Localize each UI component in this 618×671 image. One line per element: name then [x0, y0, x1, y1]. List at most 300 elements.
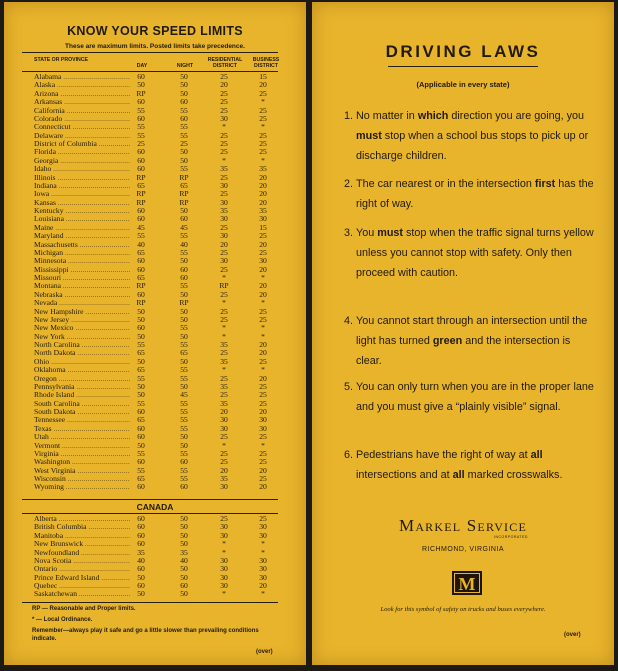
cell-business: 35: [259, 206, 267, 215]
table-row: [34, 324, 282, 332]
cell-night: 55: [180, 231, 188, 241]
cell-residential: 25: [220, 97, 228, 107]
cell-residential: 30: [220, 482, 228, 492]
table-row: [34, 81, 282, 89]
cell-night: 50: [180, 155, 188, 165]
provinces-table: [34, 515, 282, 599]
cell-residential: 35: [220, 474, 228, 483]
cell-residential: *: [222, 122, 226, 132]
table-row: [34, 549, 282, 557]
table-row: [34, 333, 282, 341]
cell-day: 65: [137, 474, 145, 483]
cell-night: 55: [180, 122, 188, 132]
cell-day: 55: [137, 340, 145, 349]
cell-residential: 30: [220, 572, 228, 582]
table-row: [34, 442, 282, 450]
cell-residential: 20: [220, 239, 228, 249]
law-text: You must stop when the traffic signal turns yellow unless you cannot stop with safety. Only then proceed with caution.: [356, 227, 594, 279]
cell-day: 60: [137, 289, 145, 299]
law-text: You cannot start through an intersection until the light has turned green and the intersection is clear.: [356, 315, 588, 367]
table-row: [34, 291, 282, 299]
cell-name: Illinois .....: [34, 174, 130, 183]
cell-day: 45: [137, 222, 145, 232]
cell-night: 50: [180, 432, 188, 442]
cell-residential: 20: [220, 465, 228, 475]
header-night: NIGHT: [176, 63, 194, 69]
cell-name: Utah .....: [34, 433, 130, 442]
cell-name: District of Columbia .....: [34, 140, 130, 149]
cell-day: 55: [137, 105, 145, 115]
cell-business: 30: [259, 415, 267, 425]
cell-residential: 30: [220, 522, 228, 532]
cell-residential: 25: [220, 348, 228, 358]
cell-night: 55: [180, 365, 188, 375]
cell-night: 50: [180, 522, 188, 532]
cell-business: 25: [259, 381, 267, 391]
cell-business: 20: [259, 407, 267, 416]
table-row: [34, 107, 282, 115]
cell-name: Nebraska .....: [34, 291, 130, 300]
cell-day: 65: [137, 180, 145, 190]
cell-night: 40: [180, 239, 188, 249]
cell-business: 35: [259, 164, 267, 174]
law-item: [344, 106, 596, 166]
cell-name: British Columbia .....: [34, 523, 130, 532]
cell-night: 40: [180, 555, 188, 565]
cell-day: RP: [136, 298, 146, 308]
cell-residential: 25: [220, 88, 228, 98]
cell-business: *: [261, 547, 265, 557]
cell-business: 30: [259, 522, 267, 532]
cell-name: Mississippi .....: [34, 266, 130, 275]
table-row: [34, 458, 282, 466]
cell-business: *: [261, 298, 265, 308]
cell-day: 25: [137, 139, 145, 148]
table-row: [34, 232, 282, 240]
cell-night: 35: [180, 547, 188, 557]
cell-residential: *: [222, 273, 226, 282]
cell-night: 55: [180, 323, 188, 333]
table-row: [34, 123, 282, 131]
cell-night: 55: [180, 130, 188, 140]
laws-card-subtitle: (Applicable in every state): [416, 80, 510, 89]
cell-business: 20: [259, 180, 267, 190]
cell-name: Pennsylvania .....: [34, 383, 130, 392]
cell-day: 55: [137, 398, 145, 408]
cell-day: 50: [137, 381, 145, 391]
cell-residential: 25: [220, 105, 228, 115]
cell-residential: 25: [220, 147, 228, 157]
cell-business: 25: [259, 130, 267, 140]
cell-residential: 25: [220, 289, 228, 299]
canada-top-rule: [22, 499, 278, 500]
cell-day: 60: [137, 206, 145, 215]
cell-day: 65: [137, 365, 145, 375]
cell-night: 60: [180, 97, 188, 107]
cell-business: 20: [259, 348, 267, 358]
law-number: 2.: [344, 178, 354, 190]
table-row: [34, 207, 282, 215]
table-row: [34, 257, 282, 265]
cell-day: 65: [137, 348, 145, 358]
cell-night: 50: [180, 381, 188, 391]
table-row: [34, 90, 282, 98]
table-row: [34, 391, 282, 399]
states-table: [34, 73, 282, 492]
cell-day: 60: [137, 564, 145, 574]
cell-night: 45: [180, 222, 188, 232]
cell-day: 50: [137, 80, 145, 90]
cell-business: *: [261, 273, 265, 282]
cell-night: 50: [180, 356, 188, 366]
cell-night: RP: [179, 172, 189, 182]
brand-name: Markel Service: [399, 516, 527, 535]
cell-night: 50: [180, 80, 188, 90]
cell-residential: 30: [220, 415, 228, 425]
cell-residential: 30: [220, 231, 228, 241]
speed-card-over: (over): [256, 649, 273, 655]
cell-name: Maine .....: [34, 224, 130, 233]
cell-day: 65: [137, 415, 145, 425]
cell-day: 40: [137, 239, 145, 249]
table-row: [34, 249, 282, 257]
logo-letter: M: [458, 574, 476, 594]
cell-name: New York .....: [34, 333, 130, 342]
cell-business: *: [261, 365, 265, 375]
cell-night: 55: [180, 474, 188, 483]
cell-business: 25: [259, 398, 267, 408]
cell-day: 50: [137, 314, 145, 324]
cell-name: Kansas .....: [34, 199, 130, 208]
cell-business: 25: [259, 88, 267, 98]
cell-night: 50: [180, 564, 188, 574]
cell-day: 55: [137, 448, 145, 458]
cell-name: Texas .....: [34, 425, 130, 434]
cell-residential: 25: [220, 139, 228, 148]
cell-name: South Carolina .....: [34, 400, 130, 409]
cell-night: 50: [180, 530, 188, 540]
table-row: [34, 73, 282, 81]
cell-night: 50: [180, 514, 188, 523]
cell-night: 50: [180, 306, 188, 316]
table-row: [34, 532, 282, 540]
cell-business: 30: [259, 530, 267, 540]
cell-name: Manitoba .....: [34, 532, 130, 541]
cell-residential: 25: [220, 514, 228, 523]
cell-name: Georgia .....: [34, 157, 130, 166]
table-row: [34, 349, 282, 357]
cell-day: 60: [137, 522, 145, 532]
footnote-rule: [22, 602, 278, 603]
cell-name: Nevada .....: [34, 299, 130, 308]
cell-night: 60: [180, 214, 188, 224]
cell-business: 25: [259, 356, 267, 366]
law-number: 3.: [344, 227, 354, 239]
cell-night: 55: [180, 247, 188, 257]
cell-night: 55: [180, 465, 188, 475]
cell-night: 55: [180, 105, 188, 115]
cell-name: Florida .....: [34, 148, 130, 157]
footnote-remember: Remember—always play it safe and go a little slower than prevailing conditions indicate.: [32, 628, 259, 642]
table-row: [34, 98, 282, 106]
logo-caption: Look for this symbol of safety on trucks and buses everywhere.: [380, 606, 546, 613]
cell-night: 55: [180, 407, 188, 416]
cell-residential: 20: [220, 80, 228, 90]
cell-name: Vermont .....: [34, 442, 130, 451]
cell-night: 55: [180, 423, 188, 433]
cell-business: 20: [259, 239, 267, 249]
cell-business: 25: [259, 247, 267, 257]
cell-name: Ontario .....: [34, 565, 130, 574]
cell-name: Alaska .....: [34, 81, 130, 90]
cell-name: California .....: [34, 107, 130, 116]
cell-day: RP: [136, 172, 146, 182]
table-row: [34, 540, 282, 548]
cell-residential: 25: [220, 373, 228, 383]
cell-day: 60: [137, 581, 145, 590]
cell-day: RP: [136, 197, 146, 207]
cell-business: 30: [259, 423, 267, 433]
cell-residential: 30: [220, 581, 228, 590]
cell-name: Louisiana .....: [34, 215, 130, 224]
cell-residential: 30: [220, 113, 228, 123]
cell-residential: 25: [220, 457, 228, 467]
cell-business: 25: [259, 105, 267, 115]
cell-name: Wisconsin .....: [34, 475, 130, 484]
cell-residential: 30: [220, 197, 228, 207]
cell-day: 60: [137, 264, 145, 274]
cell-business: *: [261, 97, 265, 107]
cell-name: Massachusetts .....: [34, 241, 130, 250]
cell-day: 60: [137, 147, 145, 157]
cell-residential: *: [222, 589, 226, 599]
cell-residential: RP: [219, 281, 229, 291]
law-number: 6.: [344, 449, 354, 461]
cell-name: North Dakota .....: [34, 349, 130, 358]
law-number: 5.: [344, 381, 354, 393]
speed-card-subtitle: These are maximum limits. Posted limits take precedence.: [65, 43, 245, 50]
cell-business: *: [261, 539, 265, 549]
law-item: [344, 223, 596, 283]
cell-day: 60: [137, 155, 145, 165]
table-row: [34, 299, 282, 307]
cell-business: 25: [259, 306, 267, 316]
cell-business: *: [261, 331, 265, 341]
cell-day: 60: [137, 256, 145, 266]
table-row: [34, 383, 282, 391]
cell-business: 30: [259, 214, 267, 224]
cell-day: 50: [137, 306, 145, 316]
header-day: DAY: [136, 63, 148, 69]
cell-night: RP: [179, 189, 189, 199]
cell-night: 50: [180, 331, 188, 341]
cell-night: 45: [180, 390, 188, 400]
law-number: 1.: [344, 110, 354, 122]
table-row: [34, 165, 282, 173]
cell-day: 50: [137, 356, 145, 366]
cell-business: 20: [259, 465, 267, 475]
cell-name: Rhode Island .....: [34, 391, 130, 400]
cell-residential: 25: [220, 222, 228, 232]
cell-residential: *: [222, 331, 226, 341]
table-row: [34, 148, 282, 156]
cell-name: Virginia .....: [34, 450, 130, 459]
cell-night: 55: [180, 164, 188, 174]
cell-business: 25: [259, 514, 267, 523]
cell-business: 15: [259, 222, 267, 232]
cell-business: 20: [259, 189, 267, 199]
cell-day: 65: [137, 247, 145, 257]
cell-residential: 35: [220, 340, 228, 349]
cell-residential: *: [222, 365, 226, 375]
cell-residential: *: [222, 298, 226, 308]
cell-business: *: [261, 323, 265, 333]
cell-residential: *: [222, 539, 226, 549]
cell-day: 60: [137, 113, 145, 123]
cell-night: 55: [180, 373, 188, 383]
cell-business: 30: [259, 256, 267, 266]
cell-day: 40: [137, 555, 145, 565]
cell-day: 35: [137, 547, 145, 557]
cell-name: Iowa .....: [34, 190, 130, 199]
cell-night: 60: [180, 581, 188, 590]
speed-card-title: KNOW YOUR SPEED LIMITS: [67, 24, 243, 38]
table-row: [34, 433, 282, 441]
cell-name: Washington .....: [34, 458, 130, 467]
cell-day: RP: [136, 189, 146, 199]
cell-night: 50: [180, 88, 188, 98]
cell-night: 60: [180, 113, 188, 123]
cell-residential: 25: [220, 432, 228, 442]
cell-day: 60: [137, 323, 145, 333]
cell-name: Prince Edward Island .....: [34, 574, 130, 583]
cell-day: 50: [137, 390, 145, 400]
cell-name: Delaware .....: [34, 132, 130, 141]
header-residential: RESIDENTIAL DISTRICT: [207, 57, 243, 69]
cell-business: *: [261, 589, 265, 599]
cell-residential: 25: [220, 189, 228, 199]
table-row: [34, 274, 282, 282]
cell-name: Connecticut .....: [34, 123, 130, 132]
law-item: [344, 445, 596, 485]
cell-night: 50: [180, 147, 188, 157]
cell-day: 60: [137, 539, 145, 549]
table-row: [34, 475, 282, 483]
cell-residential: 20: [220, 407, 228, 416]
cell-name: South Dakota .....: [34, 408, 130, 417]
cell-business: 20: [259, 80, 267, 90]
cell-night: 50: [180, 206, 188, 215]
law-item: [344, 311, 596, 371]
cell-night: 50: [180, 440, 188, 450]
cell-residential: 30: [220, 423, 228, 433]
cell-name: North Carolina .....: [34, 341, 130, 350]
header-business: BUSINESS DISTRICT: [252, 57, 280, 69]
cell-business: 20: [259, 340, 267, 349]
cell-residential: 35: [220, 398, 228, 408]
cell-name: Alabama .....: [34, 73, 130, 82]
cell-residential: 35: [220, 164, 228, 174]
table-row: [34, 132, 282, 140]
law-text: The car nearest or in the intersection first has the right of way.: [356, 178, 594, 210]
cell-night: 60: [180, 482, 188, 492]
cell-residential: 30: [220, 180, 228, 190]
cell-name: Oregon .....: [34, 375, 130, 384]
laws-card-title: DRIVING LAWS: [385, 42, 541, 61]
cell-residential: 25: [220, 72, 228, 81]
table-row: [34, 557, 282, 565]
cell-residential: 30: [220, 256, 228, 266]
cell-night: 50: [180, 314, 188, 324]
cell-residential: 30: [220, 530, 228, 540]
cell-residential: 35: [220, 381, 228, 391]
cell-day: 60: [137, 514, 145, 523]
cell-day: 50: [137, 572, 145, 582]
cell-business: 30: [259, 572, 267, 582]
cell-name: Tennessee .....: [34, 416, 130, 425]
cell-residential: 35: [220, 356, 228, 366]
laws-title-rule: [388, 66, 538, 67]
cell-night: 50: [180, 589, 188, 599]
cell-name: Wyoming .....: [34, 483, 130, 492]
cell-day: 60: [137, 482, 145, 492]
cell-night: 60: [180, 273, 188, 282]
cell-business: 25: [259, 457, 267, 467]
table-row: [34, 140, 282, 148]
table-row: [34, 241, 282, 249]
cell-business: 20: [259, 482, 267, 492]
cell-day: RP: [136, 88, 146, 98]
cell-night: 65: [180, 180, 188, 190]
cell-business: 20: [259, 281, 267, 291]
cell-residential: 35: [220, 206, 228, 215]
table-row: [34, 416, 282, 424]
cell-residential: 25: [220, 264, 228, 274]
table-row: [34, 199, 282, 207]
cell-night: 55: [180, 281, 188, 291]
law-text: No matter in which direction you are going, you must stop when a school bus stops to pick up or discharge children.: [356, 110, 589, 162]
cell-day: 60: [137, 530, 145, 540]
cell-business: 20: [259, 264, 267, 274]
cell-name: Oklahoma .....: [34, 366, 130, 375]
cell-business: 20: [259, 581, 267, 590]
table-row: [34, 308, 282, 316]
table-row: [34, 174, 282, 182]
cell-residential: *: [222, 323, 226, 333]
cell-night: 55: [180, 448, 188, 458]
brand-city: RICHMOND, VIRGINIA: [421, 546, 505, 553]
cell-day: 55: [137, 130, 145, 140]
cell-name: Arizona .....: [34, 90, 130, 99]
cell-day: 60: [137, 423, 145, 433]
cell-residential: *: [222, 547, 226, 557]
canada-bottom-rule: [22, 513, 278, 514]
cell-business: 15: [259, 72, 267, 81]
cell-day: 65: [137, 273, 145, 282]
cell-name: Michigan .....: [34, 249, 130, 258]
canada-label: CANADA: [136, 502, 174, 512]
cell-business: *: [261, 440, 265, 450]
cell-name: Idaho .....: [34, 165, 130, 174]
cell-business: 25: [259, 113, 267, 123]
cell-business: 30: [259, 555, 267, 565]
cell-night: 50: [180, 256, 188, 266]
cell-residential: 25: [220, 130, 228, 140]
cell-name: Newfoundland .....: [34, 549, 130, 558]
cell-day: 60: [137, 407, 145, 416]
cell-name: New Mexico .....: [34, 324, 130, 333]
cell-business: 30: [259, 564, 267, 574]
